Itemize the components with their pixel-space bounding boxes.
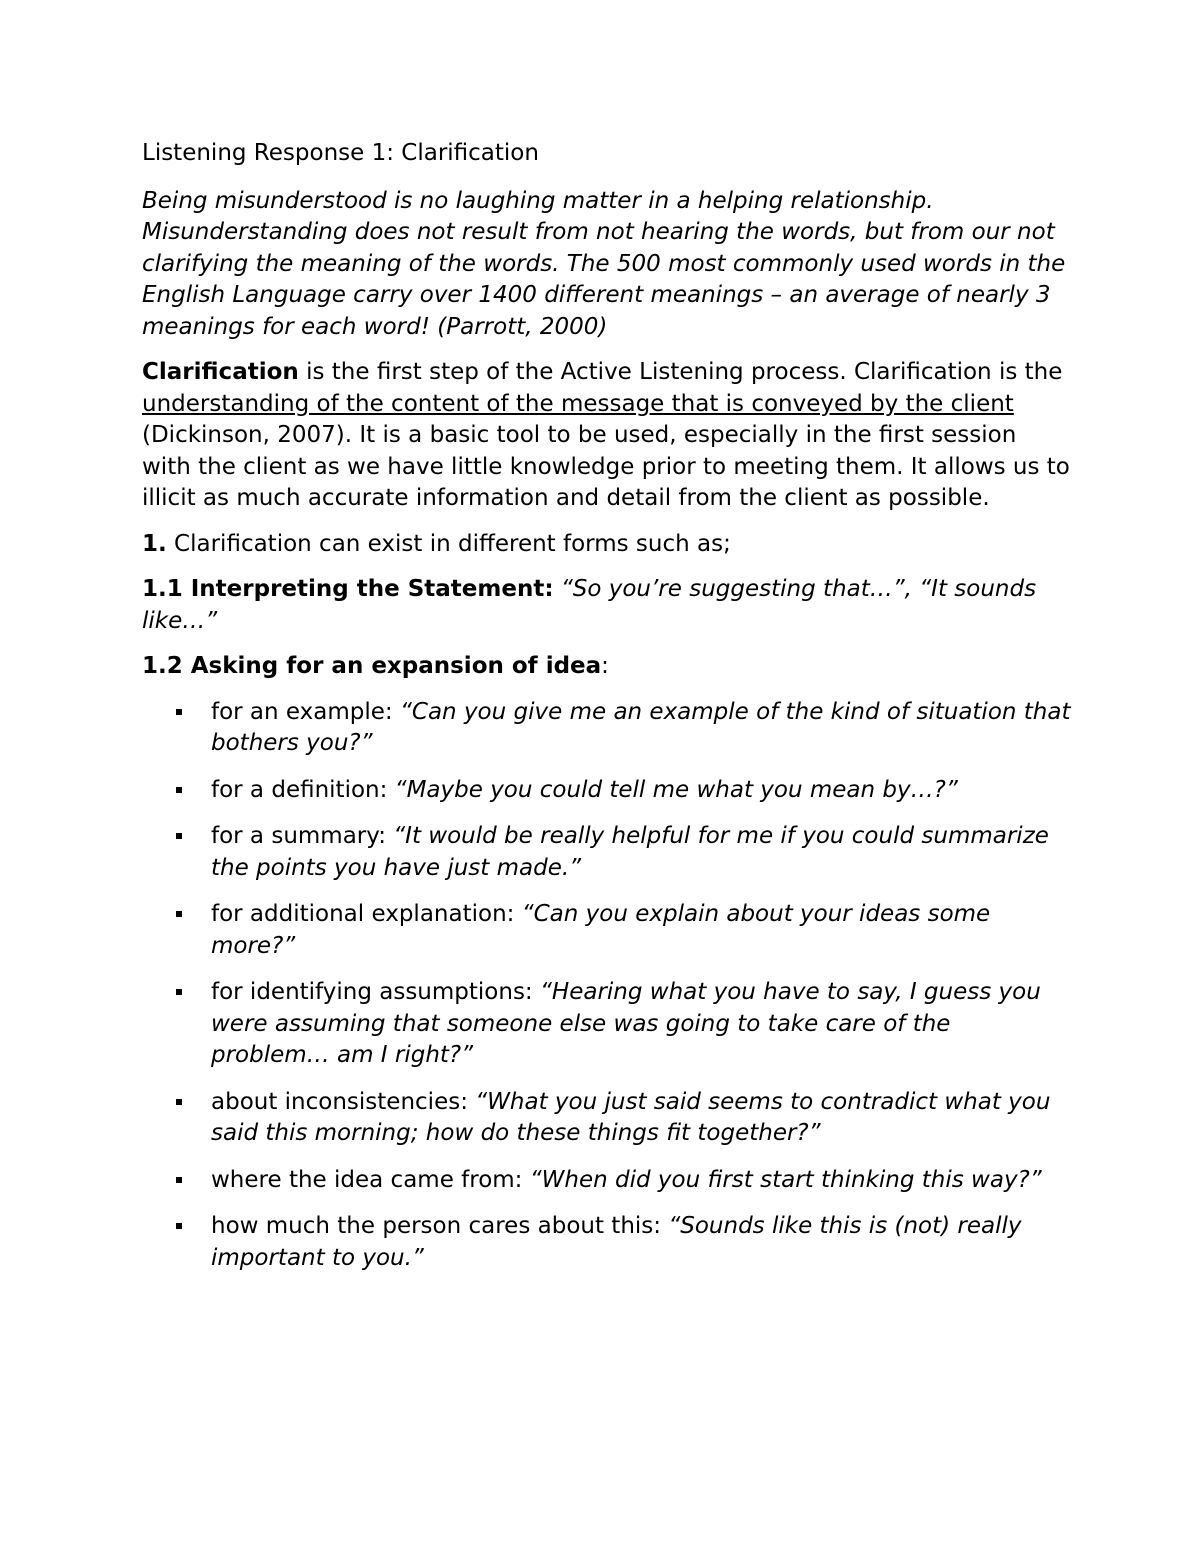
definition-term: Clarification <box>142 359 299 385</box>
list-item <box>142 899 1072 962</box>
square-bullet-icon <box>176 787 182 793</box>
bullet-label: for a definition: <box>211 776 395 803</box>
bullet-label: for additional explanation: <box>211 901 522 927</box>
list-item <box>142 977 1072 1072</box>
intro-paragraph: Being misunderstood is no laughing matter in a helping relationship. Misunderstanding does not result from not hearing the words, but from our not clarifying the meaning of the words. The 500 most commonly used words in the English Language carry over 1400 different meanings – an average of nearly 3 meanings for each word! (Parrott, 2000) <box>142 187 1066 340</box>
bullet-label: for identifying assumptions: <box>211 979 540 1005</box>
bullet-label: for an example: <box>211 698 400 725</box>
section-1-number: 1. <box>142 530 167 557</box>
definition-text-1: is the first step of the Active Listening process. Clarification is the <box>298 359 1063 385</box>
square-bullet-icon <box>176 709 182 715</box>
section-1-paragraph <box>142 529 1072 561</box>
section-1-2-heading: 1.2 Asking for an expansion of idea <box>142 653 602 679</box>
definition-paragraph <box>142 357 1072 515</box>
list-item <box>142 697 1072 760</box>
list-item <box>142 821 1072 884</box>
definition-text-2: (Dickinson, 2007). It is a basic tool to be used, especially in the first session with the client as we have little knowledge prior to meeting them. It allows us to illicit as much accurate information and detail from the client as possible. <box>142 422 1070 511</box>
square-bullet-icon <box>176 989 182 995</box>
bullet-quote: “When did you first start thinking this way?” <box>529 1166 1042 1193</box>
section-1-text: Clarification can exist in different forms such as; <box>166 530 731 557</box>
section-1-1-paragraph <box>142 574 1072 637</box>
list-item <box>142 1165 1072 1197</box>
list-item <box>142 1087 1072 1150</box>
list-item <box>142 1211 1072 1274</box>
square-bullet-icon <box>176 1177 182 1183</box>
bullet-quote: “Sounds like this is (not) really important to you.” <box>211 1213 1022 1271</box>
bullet-label: about inconsistencies: <box>211 1088 476 1115</box>
list-item <box>142 775 1072 807</box>
document-title: Listening Response 1: Clarification <box>142 140 539 166</box>
square-bullet-icon <box>176 1099 182 1105</box>
bullet-quote: “Maybe you could tell me what you mean by…?” <box>394 776 958 803</box>
bullet-quote: “Can you give me an example of the kind of situation that bothers you?” <box>211 698 1071 756</box>
expansion-bullet-list <box>142 697 1072 1275</box>
section-1-2-colon: : <box>601 653 609 679</box>
square-bullet-icon <box>176 833 182 839</box>
square-bullet-icon <box>176 1223 182 1229</box>
section-1-1-heading: 1.1 Interpreting the Statement: <box>142 576 554 602</box>
bullet-quote: “Can you explain about your ideas some more?” <box>211 901 991 959</box>
section-1-1-quote: “So you’re suggesting that…”, “It sounds like…” <box>142 576 1037 634</box>
definition-underlined: understanding of the content of the message that is conveyed by the client <box>142 390 1014 417</box>
bullet-quote: “It would be really helpful for me if you could summarize the points you have just made.” <box>211 823 1049 881</box>
bullet-quote: “What you just said seems to contradict what you said this morning; how do these things fit together?” <box>211 1088 1051 1146</box>
bullet-label: how much the person cares about this: <box>211 1213 669 1239</box>
bullet-label: for a summary: <box>211 823 394 849</box>
section-1-2-paragraph <box>142 651 1072 683</box>
bullet-quote: “Hearing what you have to say, I guess you were assuming that someone else was going to take care of the problem… am I right?” <box>211 979 1041 1068</box>
square-bullet-icon <box>176 911 182 917</box>
document-page <box>142 138 1072 1289</box>
bullet-label: where the idea came from: <box>211 1166 530 1193</box>
